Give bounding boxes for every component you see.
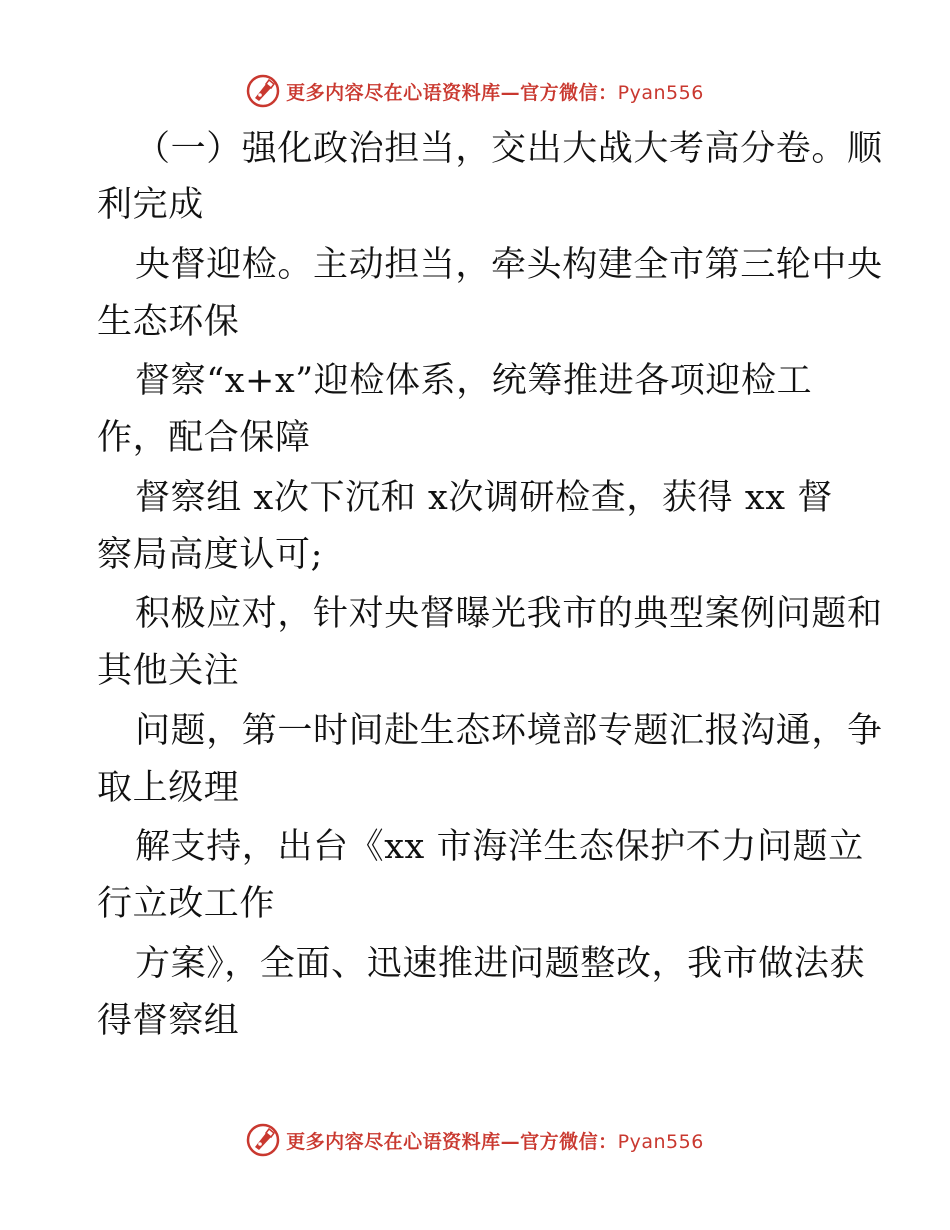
footer-banner <box>0 1120 950 1160</box>
pen-nib-logo-icon <box>246 1123 280 1157</box>
footer-banner-text-cn: 更多内容尽在心语资料库—官方微信： <box>286 1130 618 1153</box>
document-line: 方案》，全面、迅速推进问题整改，我市做法获 <box>135 944 866 984</box>
document-line: 利完成 <box>97 185 204 225</box>
document-line: 生态环保 <box>97 302 240 342</box>
document-line: 积极应对，针对央督曝光我市的典型案例问题和 <box>135 594 883 634</box>
footer-banner-text <box>286 1127 704 1154</box>
document-line: 问题，第一时间赴生态环境部专题汇报沟通，争 <box>135 711 883 751</box>
document-line: 央督迎检。主动担当，牵头构建全市第三轮中央 <box>135 245 883 285</box>
document-line: 督察“x+x”迎检体系，统筹推进各项迎检工 <box>135 361 813 401</box>
document-line: 其他关注 <box>97 651 240 691</box>
footer-banner-wechat-id: Pyan556 <box>617 1130 704 1153</box>
header-banner-wechat-id: Pyan556 <box>617 81 704 104</box>
document-line: 得督察组 <box>97 1001 240 1041</box>
document-line: 察局高度认可; <box>97 535 323 575</box>
document-line: 取上级理 <box>97 768 240 808</box>
document-line: 行立改工作 <box>97 884 276 924</box>
document-line: 作，配合保障 <box>97 418 311 458</box>
document-line: 解支持，出台《xx 市海洋生态保护不力问题立 <box>135 827 864 867</box>
document-line: （一）强化政治担当，交出大战大考高分卷。顺 <box>135 129 883 169</box>
document-line: 督察组 x次下沉和 x次调研检查，获得 xx 督 <box>135 478 833 518</box>
header-banner-text-cn: 更多内容尽在心语资料库—官方微信： <box>286 81 618 104</box>
